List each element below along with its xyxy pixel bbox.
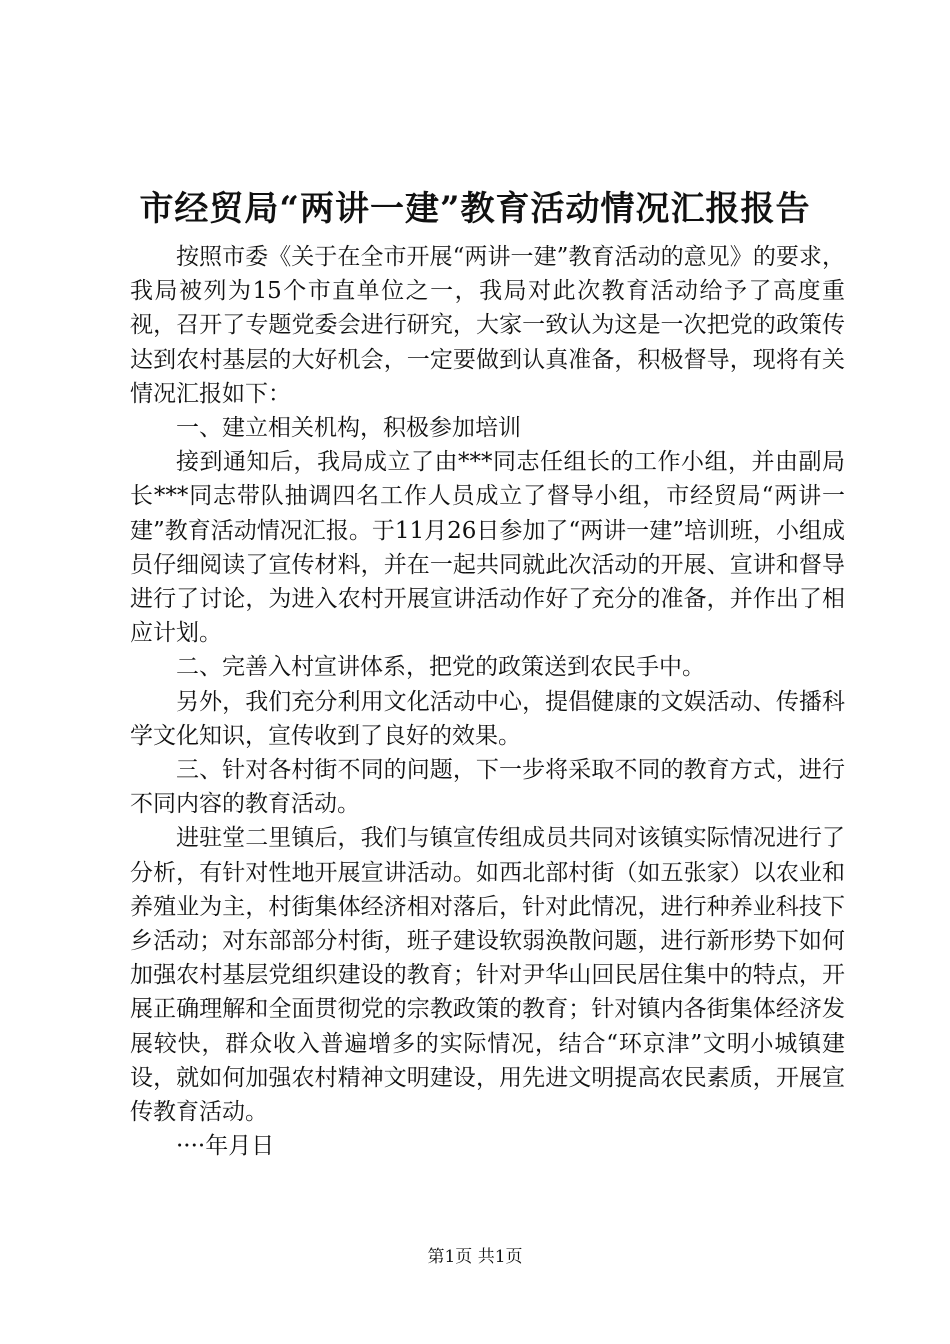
section-1-paragraph: 接到通知后，我局成立了由***同志任组长的工作小组，并由副局长***同志带队抽调四名工作人员成立了督导小组，市经贸局“两讲一建”教育活动情况汇报。于11月26日参加了“两讲一建”培训班，小组成员仔细阅读了宣传材料，并在一起共同就此次活动的开展、宣讲和督导进行了讨论，为进入农村开展宣讲活动作好了充分的准备，并作出了相应计划。 — [130, 449, 845, 647]
section-2-paragraph: 另外，我们充分利用文化活动中心，提倡健康的文娱活动、传播科学文化知识，宣传收到了良好的效果。 — [130, 688, 845, 749]
date-line: ····年月日 — [176, 1133, 275, 1160]
section-heading-1: 一、建立相关机构，积极参加培训 — [176, 415, 521, 442]
document-title: 市经贸局“两讲一建”教育活动情况汇报报告 — [139, 189, 811, 229]
intro-paragraph: 按照市委《关于在全市开展“两讲一建”教育活动的意见》的要求，我局被列为15个市直单位之一，我局对此次教育活动给予了高度重视，召开了专题党委会进行研究，大家一致认为这是一次把党的政策传达到农村基层的大好机会，一定要做到认真准备，积极督导，现将有关情况汇报如下： — [130, 244, 845, 407]
document-body — [130, 240, 845, 1163]
section-heading-2: 二、完善入村宣讲体系，把党的政策送到农民手中。 — [176, 654, 705, 681]
section-3-paragraph: 进驻堂二里镇后，我们与镇宣传组成员共同对该镇实际情况进行了分析，有针对性地开展宣讲活动。如西北部村街（如五张家）以农业和养殖业为主，村街集体经济相对落后，针对此情况，进行种养业科技下乡活动；对东部部分村街，班子建设软弱涣散问题，进行新形势下如何加强农村基层党组织建设的教育；针对尹华山回民居住集中的特点，开展正确理解和全面贯彻党的宗教政策的教育；针对镇内各街集体经济发展较快，群众收入普遍增多的实际情况，结合“环京津”文明小城镇建设，就如何加强农村精神文明建设，用先进文明提高农民素质，开展宣传教育活动。 — [130, 825, 845, 1126]
page-number-footer: 第1页 共1页 — [427, 1247, 523, 1267]
section-heading-3: 三、针对各村街不同的问题，下一步将采取不同的教育方式，进行不同内容的教育活动。 — [130, 757, 845, 818]
